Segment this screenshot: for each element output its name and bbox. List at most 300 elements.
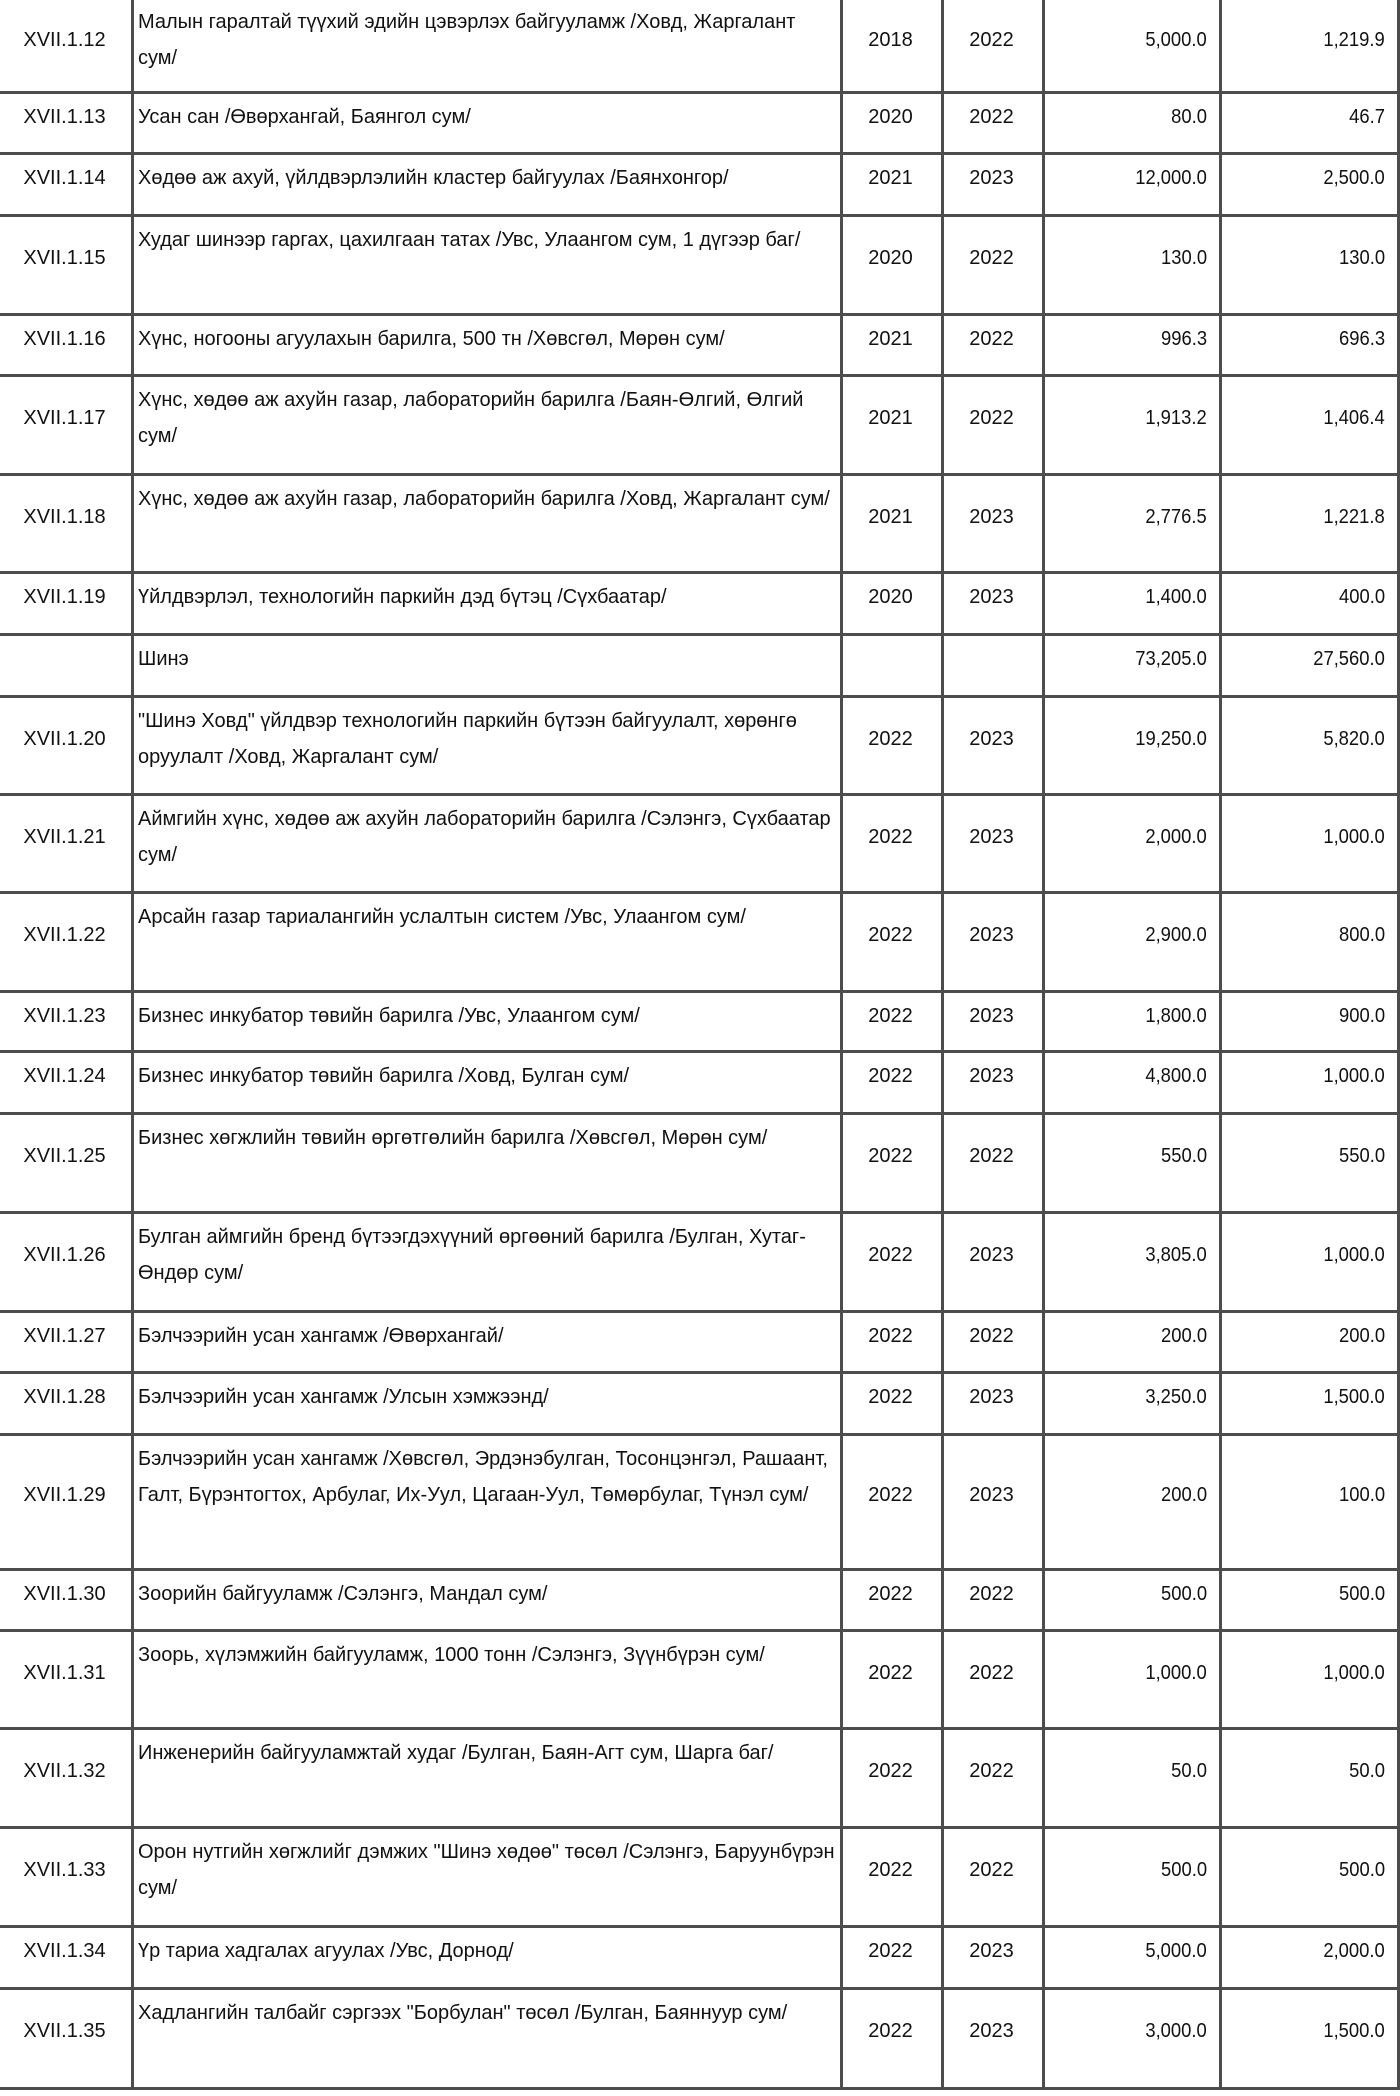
start-year-cell [840, 1373, 941, 1415]
total-cost: 1,000.0 [1145, 1662, 1207, 1684]
project-name: Орон нутгийн хөгжлийг дэмжих "Шинэ хөдөө" төсөл /Сэлэнгэ, Баруунбүрэн сум/ [138, 1841, 835, 1899]
allocated-amount-cell [1219, 1052, 1397, 1094]
project-code-cell [0, 992, 131, 1034]
total-cost: 996.3 [1160, 328, 1207, 350]
allocated-amount: 200.0 [1338, 1325, 1385, 1347]
project-name-cell [131, 376, 840, 473]
project-code: XVII.1.34 [23, 1940, 106, 1962]
allocated-amount-cell [1219, 154, 1397, 196]
project-name-cell [131, 573, 840, 633]
project-name-cell [131, 216, 840, 313]
project-name-cell [131, 1435, 840, 1568]
total-cost-cell [1042, 1373, 1219, 1415]
project-name-cell [131, 1631, 840, 1727]
project-code-cell [0, 697, 131, 775]
allocated-amount-cell [1219, 1631, 1397, 1709]
allocated-amount-cell [1219, 1435, 1397, 1549]
start-year-cell [840, 1570, 941, 1612]
total-cost: 3,805.0 [1145, 1244, 1207, 1266]
project-name: Аймгийн хүнс, хөдөө аж ахуйн лабораторийн барилга /Сэлэнгэ, Сүхбаатар сум/ [138, 808, 831, 866]
total-cost-cell [1042, 893, 1219, 971]
total-cost: 19,250.0 [1135, 728, 1207, 750]
total-cost-cell [1042, 573, 1219, 615]
total-cost-cell [1042, 154, 1219, 196]
project-name-cell [131, 1213, 840, 1310]
project-name-cell [131, 1729, 840, 1826]
project-name-cell [131, 1114, 840, 1211]
project-code-cell [0, 1373, 131, 1415]
project-name-cell [131, 315, 840, 374]
allocated-amount-cell [1219, 1213, 1397, 1291]
start-year-cell [840, 1435, 941, 1549]
total-cost-cell [1042, 1052, 1219, 1094]
project-code: XVII.1.17 [23, 407, 106, 429]
end-year-cell [941, 1052, 1042, 1094]
project-name-cell [131, 1312, 840, 1371]
table-row [0, 1213, 1397, 1313]
total-cost: 200.0 [1160, 1325, 1207, 1347]
project-code: XVII.1.21 [23, 826, 106, 848]
project-name: "Шинэ Ховд" үйлдвэр технологийн паркийн бүтээн байгуулалт, хөрөнгө оруулалт /Ховд, Жаргалант сум/ [138, 710, 797, 768]
total-cost-cell [1042, 992, 1219, 1034]
end-year-cell [941, 1312, 1042, 1354]
allocated-amount: 130.0 [1338, 247, 1385, 269]
end-year: 2023 [969, 1484, 1014, 1506]
allocated-amount: 500.0 [1338, 1583, 1385, 1605]
column-divider [1219, 0, 1222, 2090]
total-cost-cell [1042, 315, 1219, 357]
project-code: XVII.1.22 [23, 924, 106, 946]
project-name: Хүнс, хөдөө аж ахуйн газар, лабораторийн барилга /Ховд, Жаргалант сум/ [138, 488, 830, 510]
table-row [0, 573, 1397, 636]
end-year-cell [941, 154, 1042, 196]
start-year: 2021 [868, 506, 913, 528]
project-name: Бизнес инкубатор төвийн барилга /Ховд, Булган сум/ [138, 1065, 630, 1087]
project-code-cell [0, 1828, 131, 1906]
project-code-cell [0, 1114, 131, 1192]
start-year: 2022 [868, 1760, 913, 1782]
start-year-cell [840, 1312, 941, 1354]
project-code-cell [0, 1435, 131, 1549]
project-code-cell [0, 893, 131, 971]
project-name-cell [131, 0, 840, 91]
total-cost-cell [1042, 635, 1219, 677]
end-year: 2022 [969, 328, 1014, 350]
start-year: 2022 [868, 728, 913, 750]
allocated-amount: 696.3 [1338, 328, 1385, 350]
start-year: 2022 [868, 1145, 913, 1167]
start-year: 2022 [868, 1583, 913, 1605]
column-divider [840, 0, 843, 2090]
total-cost-cell [1042, 1312, 1219, 1354]
total-cost: 5,000.0 [1145, 1940, 1207, 1962]
table-row [0, 893, 1397, 993]
end-year-cell [941, 1631, 1042, 1709]
allocated-amount-cell [1219, 992, 1397, 1034]
project-code-cell [0, 315, 131, 357]
allocated-amount: 2,000.0 [1323, 1940, 1385, 1962]
total-cost: 1,913.2 [1145, 407, 1207, 429]
project-name-cell [131, 1570, 840, 1629]
project-code: XVII.1.23 [23, 1005, 106, 1027]
project-code: XVII.1.19 [23, 586, 106, 608]
start-year-cell [840, 1729, 941, 1807]
project-code-cell [0, 635, 131, 677]
project-code: XVII.1.26 [23, 1244, 106, 1266]
allocated-amount: 1,000.0 [1323, 1065, 1385, 1087]
end-year: 2022 [969, 407, 1014, 429]
table-row [0, 315, 1397, 377]
project-code-cell [0, 93, 131, 135]
allocated-amount: 5,820.0 [1323, 728, 1385, 750]
project-code-cell [0, 1312, 131, 1354]
end-year: 2022 [969, 1145, 1014, 1167]
project-name: Арсайн газар тариалангийн услалтын систем /Увс, Улаангом сум/ [138, 906, 746, 928]
allocated-amount: 1,221.8 [1323, 506, 1385, 528]
start-year-cell [840, 992, 941, 1034]
end-year: 2022 [969, 106, 1014, 128]
project-name-cell [131, 1373, 840, 1433]
table-row [0, 1312, 1397, 1374]
total-cost-cell [1042, 1927, 1219, 1969]
end-year-cell [941, 1729, 1042, 1807]
end-year: 2022 [969, 1583, 1014, 1605]
project-name: Булган аймгийн бренд бүтээгдэхүүний өргөөний барилга /Булган, Хутаг-Өндөр сум/ [138, 1226, 806, 1284]
start-year: 2022 [868, 1325, 913, 1347]
project-code-cell [0, 795, 131, 873]
total-cost-cell [1042, 1435, 1219, 1549]
end-year: 2022 [969, 1662, 1014, 1684]
allocated-amount-cell [1219, 893, 1397, 971]
start-year-cell [840, 315, 941, 357]
allocated-amount-cell [1219, 1927, 1397, 1969]
end-year: 2023 [969, 1065, 1014, 1087]
allocated-amount: 46.7 [1349, 106, 1385, 128]
end-year-cell [941, 376, 1042, 454]
allocated-amount-cell [1219, 93, 1397, 135]
total-cost-cell [1042, 376, 1219, 454]
end-year-cell [941, 697, 1042, 775]
end-year: 2022 [969, 29, 1014, 51]
project-name-cell [131, 1927, 840, 1987]
allocated-amount-cell [1219, 1828, 1397, 1906]
table-row [0, 1435, 1397, 1571]
allocated-amount: 900.0 [1338, 1005, 1385, 1027]
total-cost: 2,000.0 [1145, 826, 1207, 848]
end-year-cell [941, 93, 1042, 135]
end-year-cell [941, 475, 1042, 553]
start-year: 2022 [868, 1484, 913, 1506]
table-row [0, 1729, 1397, 1829]
project-code-cell [0, 573, 131, 615]
start-year-cell [840, 573, 941, 615]
start-year-cell [840, 216, 941, 294]
project-name: Хөдөө аж ахуй, үйлдвэрлэлийн кластер байгуулах /Баянхонгор/ [138, 167, 729, 189]
start-year: 2020 [868, 586, 913, 608]
table-row [0, 376, 1397, 476]
end-year: 2023 [969, 728, 1014, 750]
end-year-cell [941, 1114, 1042, 1192]
allocated-amount-cell [1219, 795, 1397, 873]
column-divider [1042, 0, 1045, 2090]
project-name: Зоорь, хүлэмжийн байгууламж, 1000 тонн /Сэлэнгэ, Зүүнбүрэн сум/ [138, 1644, 765, 1666]
project-name: Малын гаралтай түүхий эдийн цэвэрлэх байгууламж /Ховд, Жаргалант сум/ [138, 11, 796, 69]
allocated-amount-cell [1219, 635, 1397, 677]
start-year-cell [840, 376, 941, 454]
table-row [0, 93, 1397, 155]
start-year-cell [840, 154, 941, 196]
end-year-cell [941, 795, 1042, 873]
project-code: XVII.1.13 [23, 106, 106, 128]
start-year: 2022 [868, 826, 913, 848]
allocated-amount-cell [1219, 376, 1397, 454]
allocated-amount-cell [1219, 1312, 1397, 1354]
table-row [0, 1373, 1397, 1436]
allocated-amount: 1,500.0 [1323, 2020, 1385, 2042]
project-code: XVII.1.25 [23, 1145, 106, 1167]
end-year: 2022 [969, 1859, 1014, 1881]
allocated-amount-cell [1219, 1570, 1397, 1612]
start-year: 2020 [868, 247, 913, 269]
total-cost: 3,250.0 [1145, 1386, 1207, 1408]
project-code-cell [0, 1570, 131, 1612]
allocated-amount: 27,560.0 [1313, 648, 1385, 670]
end-year-cell [941, 1435, 1042, 1549]
project-code-cell [0, 376, 131, 454]
total-cost: 5,000.0 [1145, 29, 1207, 51]
start-year-cell [840, 635, 941, 677]
allocated-amount: 800.0 [1338, 924, 1385, 946]
total-cost: 200.0 [1160, 1484, 1207, 1506]
end-year: 2022 [969, 1325, 1014, 1347]
start-year: 2022 [868, 924, 913, 946]
project-code: XVII.1.28 [23, 1386, 106, 1408]
project-code: XVII.1.33 [23, 1859, 106, 1881]
total-cost-cell [1042, 1631, 1219, 1709]
table-row [0, 216, 1397, 316]
project-name-cell [131, 1828, 840, 1925]
total-cost: 3,000.0 [1145, 2020, 1207, 2042]
project-name: Хүнс, ногооны агуулахын барилга, 500 тн /Хөвсгөл, Мөрөн сум/ [138, 328, 725, 350]
allocated-amount-cell [1219, 573, 1397, 615]
start-year: 2022 [868, 1662, 913, 1684]
project-code: XVII.1.12 [23, 29, 106, 51]
end-year-cell [941, 573, 1042, 615]
project-code: XVII.1.35 [23, 2020, 106, 2042]
project-name-cell [131, 992, 840, 1050]
allocated-amount-cell [1219, 1114, 1397, 1192]
end-year: 2023 [969, 2020, 1014, 2042]
table-row [0, 1570, 1397, 1632]
allocated-amount: 1,219.9 [1323, 29, 1385, 51]
total-cost: 2,900.0 [1145, 924, 1207, 946]
project-name: Бизнес инкубатор төвийн барилга /Увс, Улаангом сум/ [138, 1005, 640, 1027]
end-year: 2023 [969, 1386, 1014, 1408]
total-cost-cell [1042, 0, 1219, 76]
project-name: Усан сан /Өвөрхангай, Баянгол сум/ [138, 106, 471, 128]
project-name: Бэлчээрийн усан хангамж /Өвөрхангай/ [138, 1325, 504, 1347]
total-cost: 1,800.0 [1145, 1005, 1207, 1027]
start-year: 2022 [868, 1005, 913, 1027]
project-code: XVII.1.29 [23, 1484, 106, 1506]
start-year: 2022 [868, 1940, 913, 1962]
start-year-cell [840, 475, 941, 553]
start-year: 2022 [868, 2020, 913, 2042]
end-year-cell [941, 1213, 1042, 1291]
allocated-amount: 1,500.0 [1323, 1386, 1385, 1408]
total-cost-cell [1042, 216, 1219, 294]
project-code: XVII.1.31 [23, 1662, 106, 1684]
project-code: XVII.1.14 [23, 167, 106, 189]
project-code-cell [0, 1927, 131, 1969]
project-name: Бэлчээрийн усан хангамж /Улсын хэмжээнд/ [138, 1386, 549, 1408]
allocated-amount-cell [1219, 475, 1397, 553]
project-name: Бизнес хөгжлийн төвийн өргөтгөлийн барилга /Хөвсгөл, Мөрөн сум/ [138, 1127, 768, 1149]
project-name: Үр тариа хадгалах агуулах /Увс, Дорнод/ [138, 1940, 514, 1962]
allocated-amount: 500.0 [1338, 1859, 1385, 1881]
start-year-cell [840, 93, 941, 135]
allocated-amount: 100.0 [1338, 1484, 1385, 1506]
project-code-cell [0, 154, 131, 196]
start-year-cell [840, 1828, 941, 1906]
table-row [0, 0, 1397, 94]
project-name: Шинэ [138, 648, 189, 670]
end-year: 2023 [969, 167, 1014, 189]
allocated-amount: 1,000.0 [1323, 1662, 1385, 1684]
allocated-amount-cell [1219, 697, 1397, 775]
end-year-cell [941, 1989, 1042, 2067]
project-code: XVII.1.32 [23, 1760, 106, 1782]
column-divider [131, 0, 134, 2090]
table-row [0, 1927, 1397, 1990]
project-name: Худаг шинээр гаргах, цахилгаан татах /Увс, Улаангом сум, 1 дүгээр баг/ [138, 229, 801, 251]
project-name: Зоорийн байгууламж /Сэлэнгэ, Мандал сум/ [138, 1583, 548, 1605]
project-name: Инженерийн байгууламжтай худаг /Булган, Баян-Агт сум, Шарга баг/ [138, 1742, 774, 1764]
end-year-cell [941, 1828, 1042, 1906]
project-name-cell [131, 1989, 840, 2087]
project-name-cell [131, 1052, 840, 1112]
allocated-amount-cell [1219, 0, 1397, 76]
project-code-cell [0, 475, 131, 553]
total-cost: 130.0 [1160, 247, 1207, 269]
end-year: 2022 [969, 247, 1014, 269]
allocated-amount: 1,406.4 [1323, 407, 1385, 429]
start-year: 2021 [868, 407, 913, 429]
table-row [0, 1828, 1397, 1928]
total-cost-cell [1042, 1570, 1219, 1612]
total-cost-cell [1042, 1114, 1219, 1192]
total-cost: 500.0 [1160, 1859, 1207, 1881]
total-cost: 50.0 [1171, 1760, 1207, 1782]
start-year-cell [840, 1114, 941, 1192]
start-year: 2022 [868, 1386, 913, 1408]
end-year-cell [941, 216, 1042, 294]
project-name: Хүнс, хөдөө аж ахуйн газар, лабораторийн барилга /Баян-Өлгий, Өлгий сум/ [138, 389, 804, 447]
allocated-amount: 400.0 [1338, 586, 1385, 608]
total-cost: 4,800.0 [1145, 1065, 1207, 1087]
total-cost: 80.0 [1171, 106, 1207, 128]
start-year-cell [840, 1213, 941, 1291]
project-code: XVII.1.16 [23, 328, 106, 350]
table-row [0, 1114, 1397, 1214]
project-code: XVII.1.18 [23, 506, 106, 528]
allocated-amount-cell [1219, 1729, 1397, 1807]
end-year: 2023 [969, 1005, 1014, 1027]
start-year-cell [840, 893, 941, 971]
total-cost: 73,205.0 [1135, 648, 1207, 670]
project-code: XVII.1.20 [23, 728, 106, 750]
start-year-cell [840, 697, 941, 775]
end-year: 2023 [969, 1244, 1014, 1266]
total-cost-cell [1042, 1989, 1219, 2067]
end-year: 2023 [969, 1940, 1014, 1962]
start-year: 2021 [868, 328, 913, 350]
project-code-cell [0, 1729, 131, 1807]
project-code-cell [0, 1989, 131, 2067]
project-code: XVII.1.27 [23, 1325, 106, 1347]
allocated-amount-cell [1219, 1989, 1397, 2067]
end-year-cell [941, 1570, 1042, 1612]
project-code: XVII.1.24 [23, 1065, 106, 1087]
project-code-cell [0, 1213, 131, 1291]
total-cost-cell [1042, 93, 1219, 135]
end-year-cell [941, 992, 1042, 1034]
start-year: 2018 [868, 29, 913, 51]
allocated-amount: 50.0 [1349, 1760, 1385, 1782]
start-year-cell [840, 1052, 941, 1094]
total-cost-cell [1042, 1729, 1219, 1807]
project-name-cell [131, 795, 840, 891]
end-year-cell [941, 635, 1042, 677]
start-year-cell [840, 1631, 941, 1709]
allocated-amount: 1,000.0 [1323, 1244, 1385, 1266]
total-cost: 500.0 [1160, 1583, 1207, 1605]
end-year-cell [941, 1373, 1042, 1415]
project-code-cell [0, 1052, 131, 1094]
table-row [0, 1631, 1397, 1730]
end-year: 2023 [969, 826, 1014, 848]
project-name: Бэлчээрийн усан хангамж /Хөвсгөл, Эрдэнэбулган, Тосонцэнгэл, Рашаант, Галт, Бүрэнтогтох, Арбулаг, Их-Уул, Цагаан-Уул, Төмөрбулаг, Түнэл сум/ [138, 1448, 828, 1506]
total-cost-cell [1042, 1828, 1219, 1906]
end-year-cell [941, 315, 1042, 357]
project-name-cell [131, 475, 840, 571]
project-name-cell [131, 93, 840, 152]
column-divider [941, 0, 944, 2090]
end-year-cell [941, 1927, 1042, 1969]
total-cost-cell [1042, 475, 1219, 553]
start-year: 2022 [868, 1859, 913, 1881]
total-cost-cell [1042, 795, 1219, 873]
total-cost: 550.0 [1160, 1145, 1207, 1167]
table-row [0, 154, 1397, 217]
table-row [0, 697, 1397, 796]
project-name-cell [131, 697, 840, 793]
table-row [0, 475, 1397, 574]
project-name-cell [131, 154, 840, 214]
total-cost: 1,400.0 [1145, 586, 1207, 608]
end-year: 2022 [969, 1760, 1014, 1782]
end-year-cell [941, 0, 1042, 76]
project-name-cell [131, 635, 840, 695]
total-cost: 2,776.5 [1145, 506, 1207, 528]
project-name: Үйлдвэрлэл, технологийн паркийн дэд бүтэц /Сүхбаатар/ [138, 586, 667, 608]
table-row [0, 795, 1397, 894]
start-year-cell [840, 795, 941, 873]
project-name: Хадлангийн талбайг сэргээх "Борбулан" төсөл /Булган, Баяннуур сум/ [138, 2002, 788, 2024]
total-cost-cell [1042, 1213, 1219, 1291]
project-code-cell [0, 1631, 131, 1709]
project-code-cell [0, 0, 131, 76]
